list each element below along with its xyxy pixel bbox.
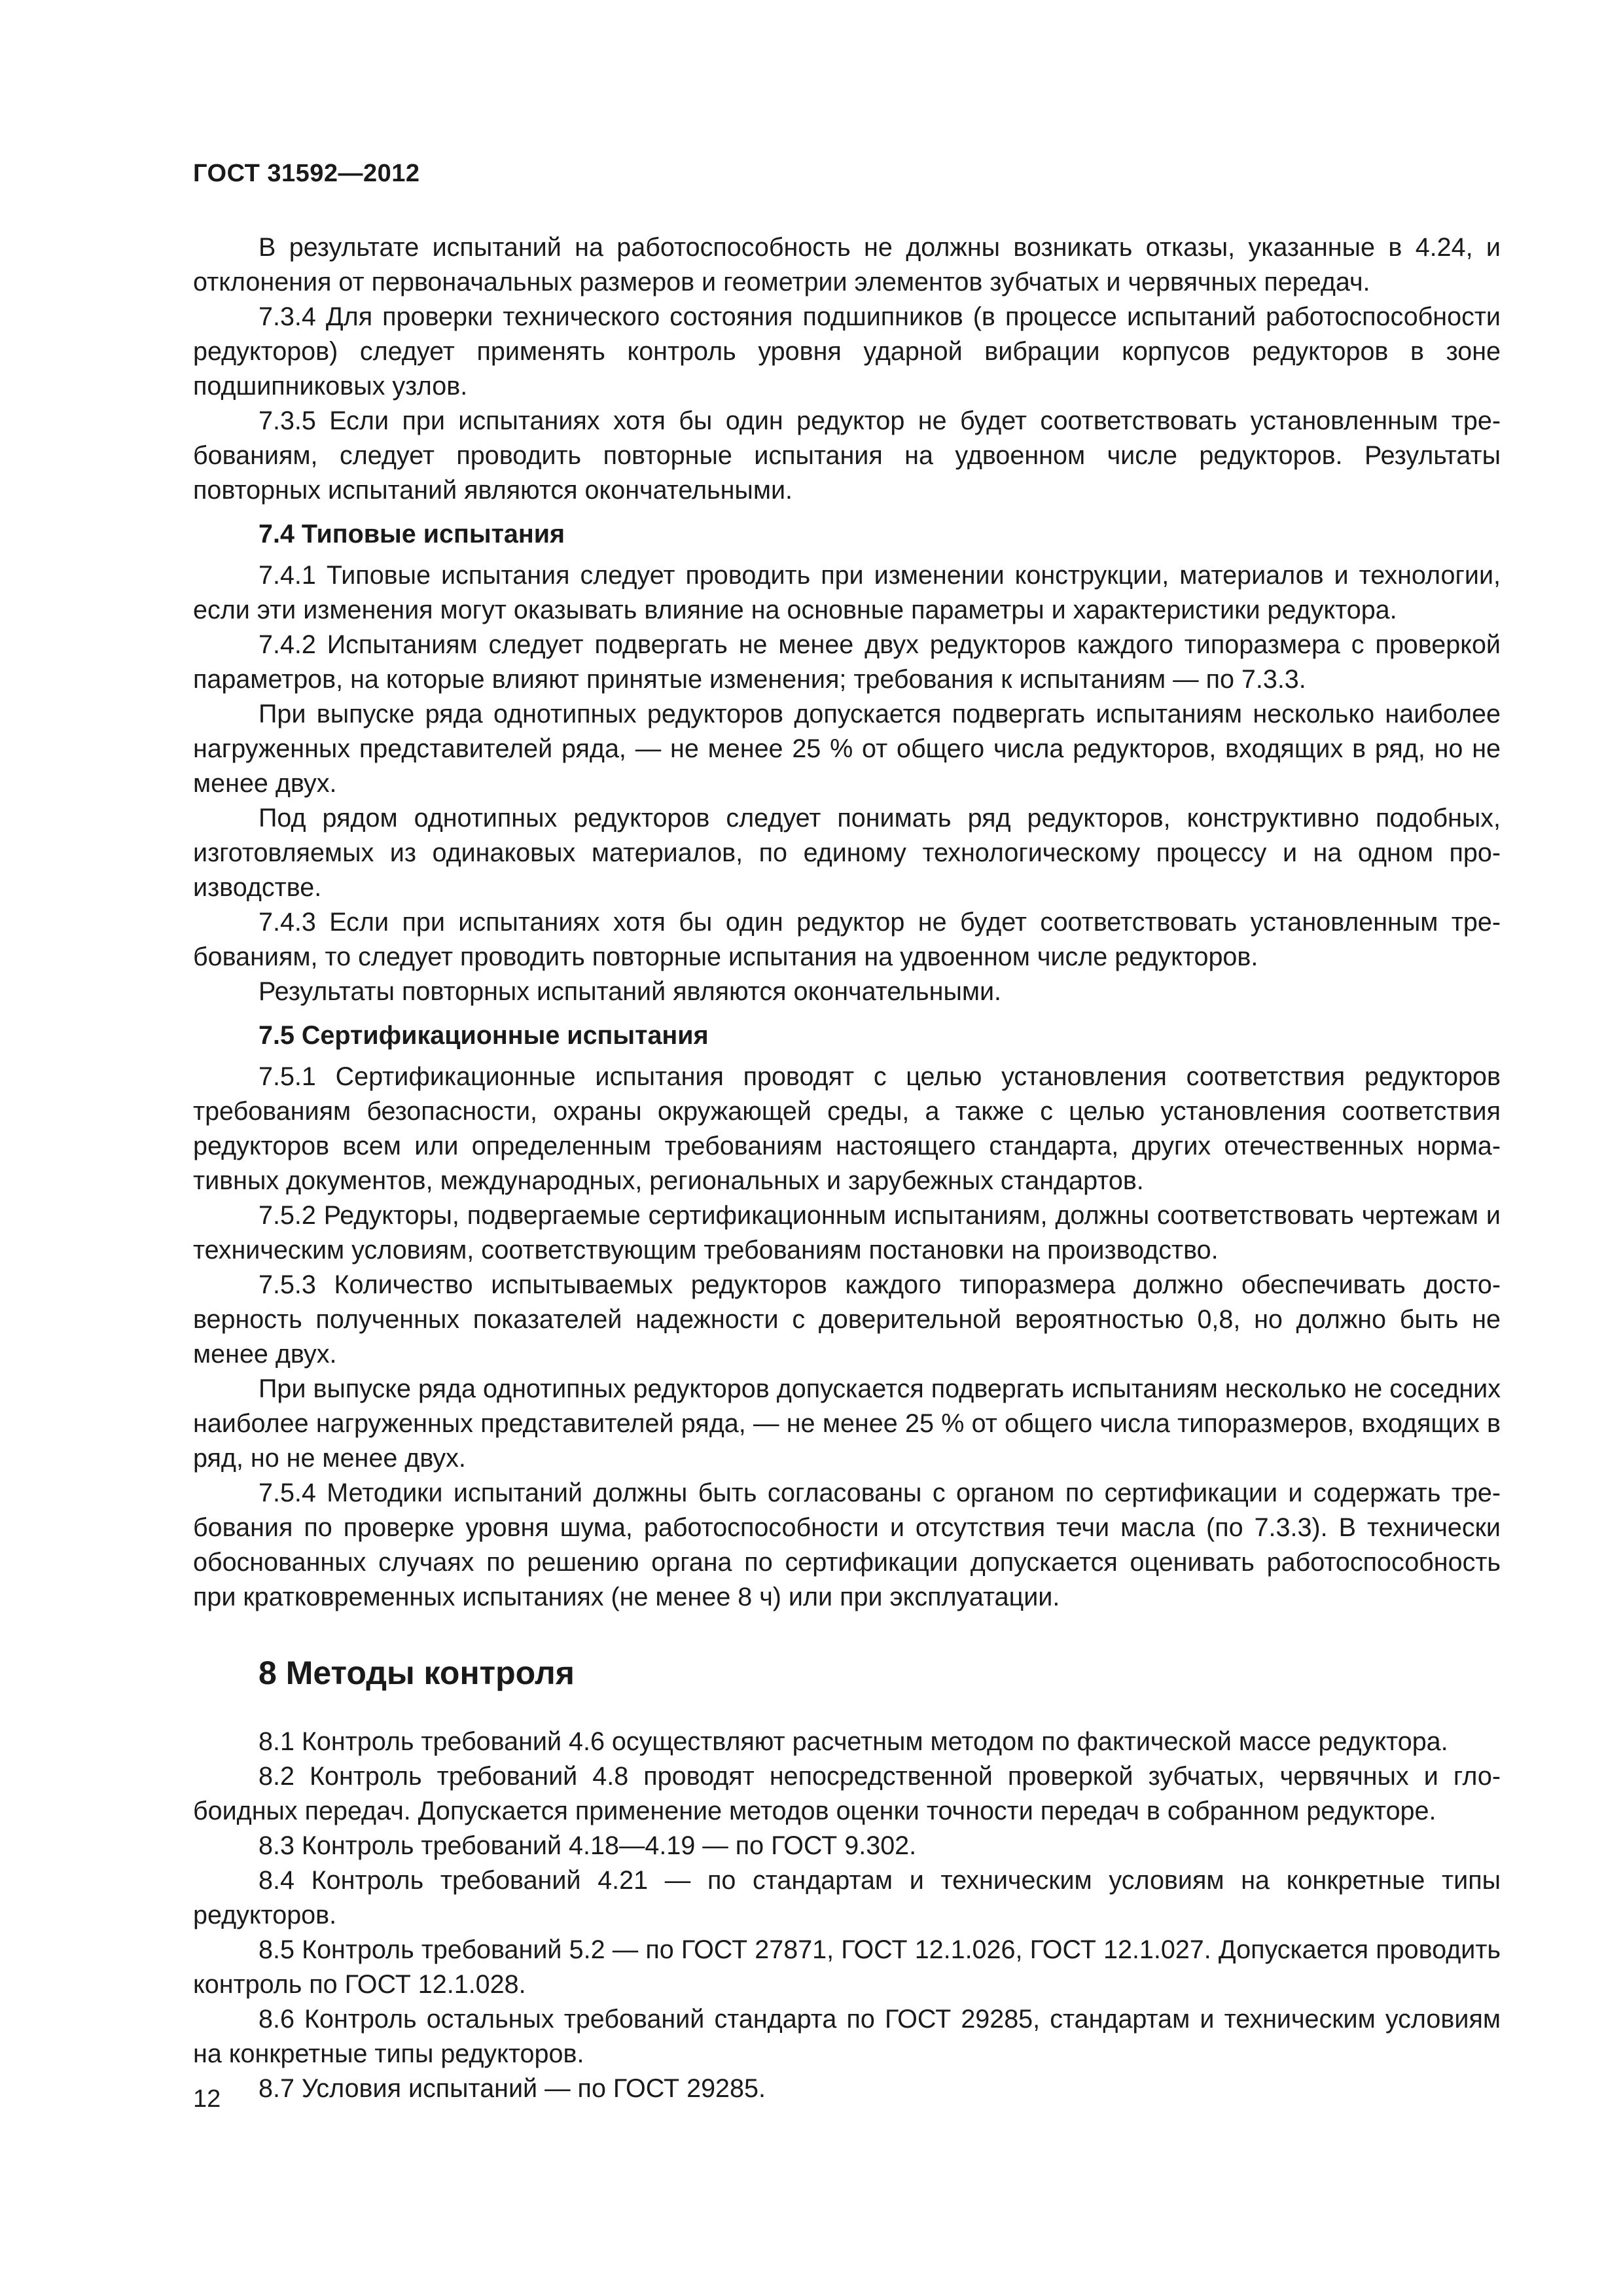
paragraph: 7.3.5 Если при испытаниях хотя бы один редуктор не будет соответствовать установленным требованиям, следует проводить повторные испытания на удвоенном числе редукторов. Результаты повторных испытаний являются окончательными.	[193, 406, 1501, 505]
document-header: ГОСТ 31592—2012	[193, 160, 420, 187]
paragraph: При выпуске ряда однотипных редукторов допускается подвергать испытаниям несколько наиболее нагруженных представителей ряда, — не менее 25 % от общего числа редукторов, входящих в ряд, но не менее двух.	[193, 700, 1501, 798]
paragraph: 8.5 Контроль требований 5.2 — по ГОСТ 27871, ГОСТ 12.1.026, ГОСТ 12.1.027. Допускается проводить контроль по ГОСТ 12.1.028.	[193, 1935, 1501, 1999]
paragraph: 7.5.2 Редукторы, подвергаемые сертификационным испытаниям, должны соответствовать чертежам и техническим условиям, соответствующим требованиям постановки на производство.	[193, 1201, 1501, 1265]
paragraph: 8.6 Контроль остальных требований стандарта по ГОСТ 29285, стандартам и техническим условиям на конкретные типы редукторов.	[193, 2005, 1501, 2068]
paragraph: 7.4.2 Испытаниям следует подвергать не менее двух редукторов каждого типоразмера с проверкой параметров, на которые влияют принятые изменения; требования к испытаниям — по 7.3.3.	[193, 630, 1501, 694]
paragraph: 8.3 Контроль требований 4.18—4.19 — по ГОСТ 9.302.	[259, 1831, 917, 1860]
paragraph: 8.2 Контроль требований 4.8 проводят непосредственной проверкой зубчатых, червячных и глобоидных передач. Допускается применение методов оценки точности передач в собранном редукторе.	[193, 1762, 1501, 1825]
paragraph: 7.5.3 Количество испытываемых редукторов каждого типоразмера должно обеспечивать достоверность полученных показателей надежности с доверительной вероятностью 0,8, но должно быть не менее двух.	[193, 1270, 1501, 1369]
paragraph: 7.5.4 Методики испытаний должны быть согласованы с органом по сертификации и содержать требования по проверке уровня шума, работоспособности и отсутствия течи масла (по 7.3.3). В технически обоснованных случаях по решению органа по сертификации допускается оценивать работоспособность при кратковременных испытаниях (не менее 8 ч) или при эксплуатации.	[193, 1479, 1501, 1611]
paragraph: Под рядом однотипных редукторов следует понимать ряд редукторов, конструктивно подобных, изготовляемых из одинаковых материалов, по единому технологическому процессу и на одном производстве.	[193, 804, 1501, 902]
paragraph: В результате испытаний на работоспособность не должны возникать отказы, указанные в 4.24, и отклонения от первоначальных размеров и геометрии элементов зубчатых и червячных передач.	[193, 233, 1501, 296]
paragraph: При выпуске ряда однотипных редукторов допускается подвергать испытаниям несколько не соседних наиболее нагруженных представителей ряда, — не менее 25 % от общего числа типоразмеров, входящих в ряд, но не менее двух.	[193, 1374, 1501, 1473]
page-number: 12	[193, 2085, 221, 2113]
subsection-heading: 7.4 Типовые испытания	[259, 520, 565, 548]
paragraph: Результаты повторных испытаний являются окончательными.	[259, 977, 1002, 1006]
paragraph: 8.1 Контроль требований 4.6 осуществляют расчетным методом по фактической массе редуктора.	[259, 1727, 1448, 1756]
paragraph: 7.5.1 Сертификационные испытания проводят с целью установления соответствия редукторов требованиям безопасности, охраны окружающей среды, а также с целью установления соответствия редукторов всем или определенным требованиям настоящего стандарта, других отечественных нормативных документов, международных, региональных и зарубежных стандартов.	[193, 1062, 1501, 1195]
subsection-heading: 7.5 Сертификационные испытания	[259, 1021, 709, 1050]
document-body	[193, 230, 1501, 2106]
paragraph: 8.7 Условия испытаний — по ГОСТ 29285.	[259, 2074, 766, 2103]
section-heading: 8 Методы контроля	[259, 1655, 575, 1691]
paragraph: 7.4.1 Типовые испытания следует проводить при изменении конструкции, материалов и технологии, если эти изменения могут оказывать влияние на основные параметры и характеристики редуктора.	[193, 561, 1501, 624]
paragraph: 7.4.3 Если при испытаниях хотя бы один редуктор не будет соответствовать установленным требованиям, то следует проводить повторные испытания на удвоенном числе редукторов.	[193, 908, 1501, 971]
paragraph: 7.3.4 Для проверки технического состояния подшипников (в процессе испытаний работоспособности редукторов) следует применять контроль уровня ударной вибрации корпусов редукторов в зоне подшипниковых узлов.	[193, 302, 1501, 401]
paragraph: 8.4 Контроль требований 4.21 — по стандартам и техническим условиям на конкретные типы редукторов.	[193, 1866, 1501, 1929]
